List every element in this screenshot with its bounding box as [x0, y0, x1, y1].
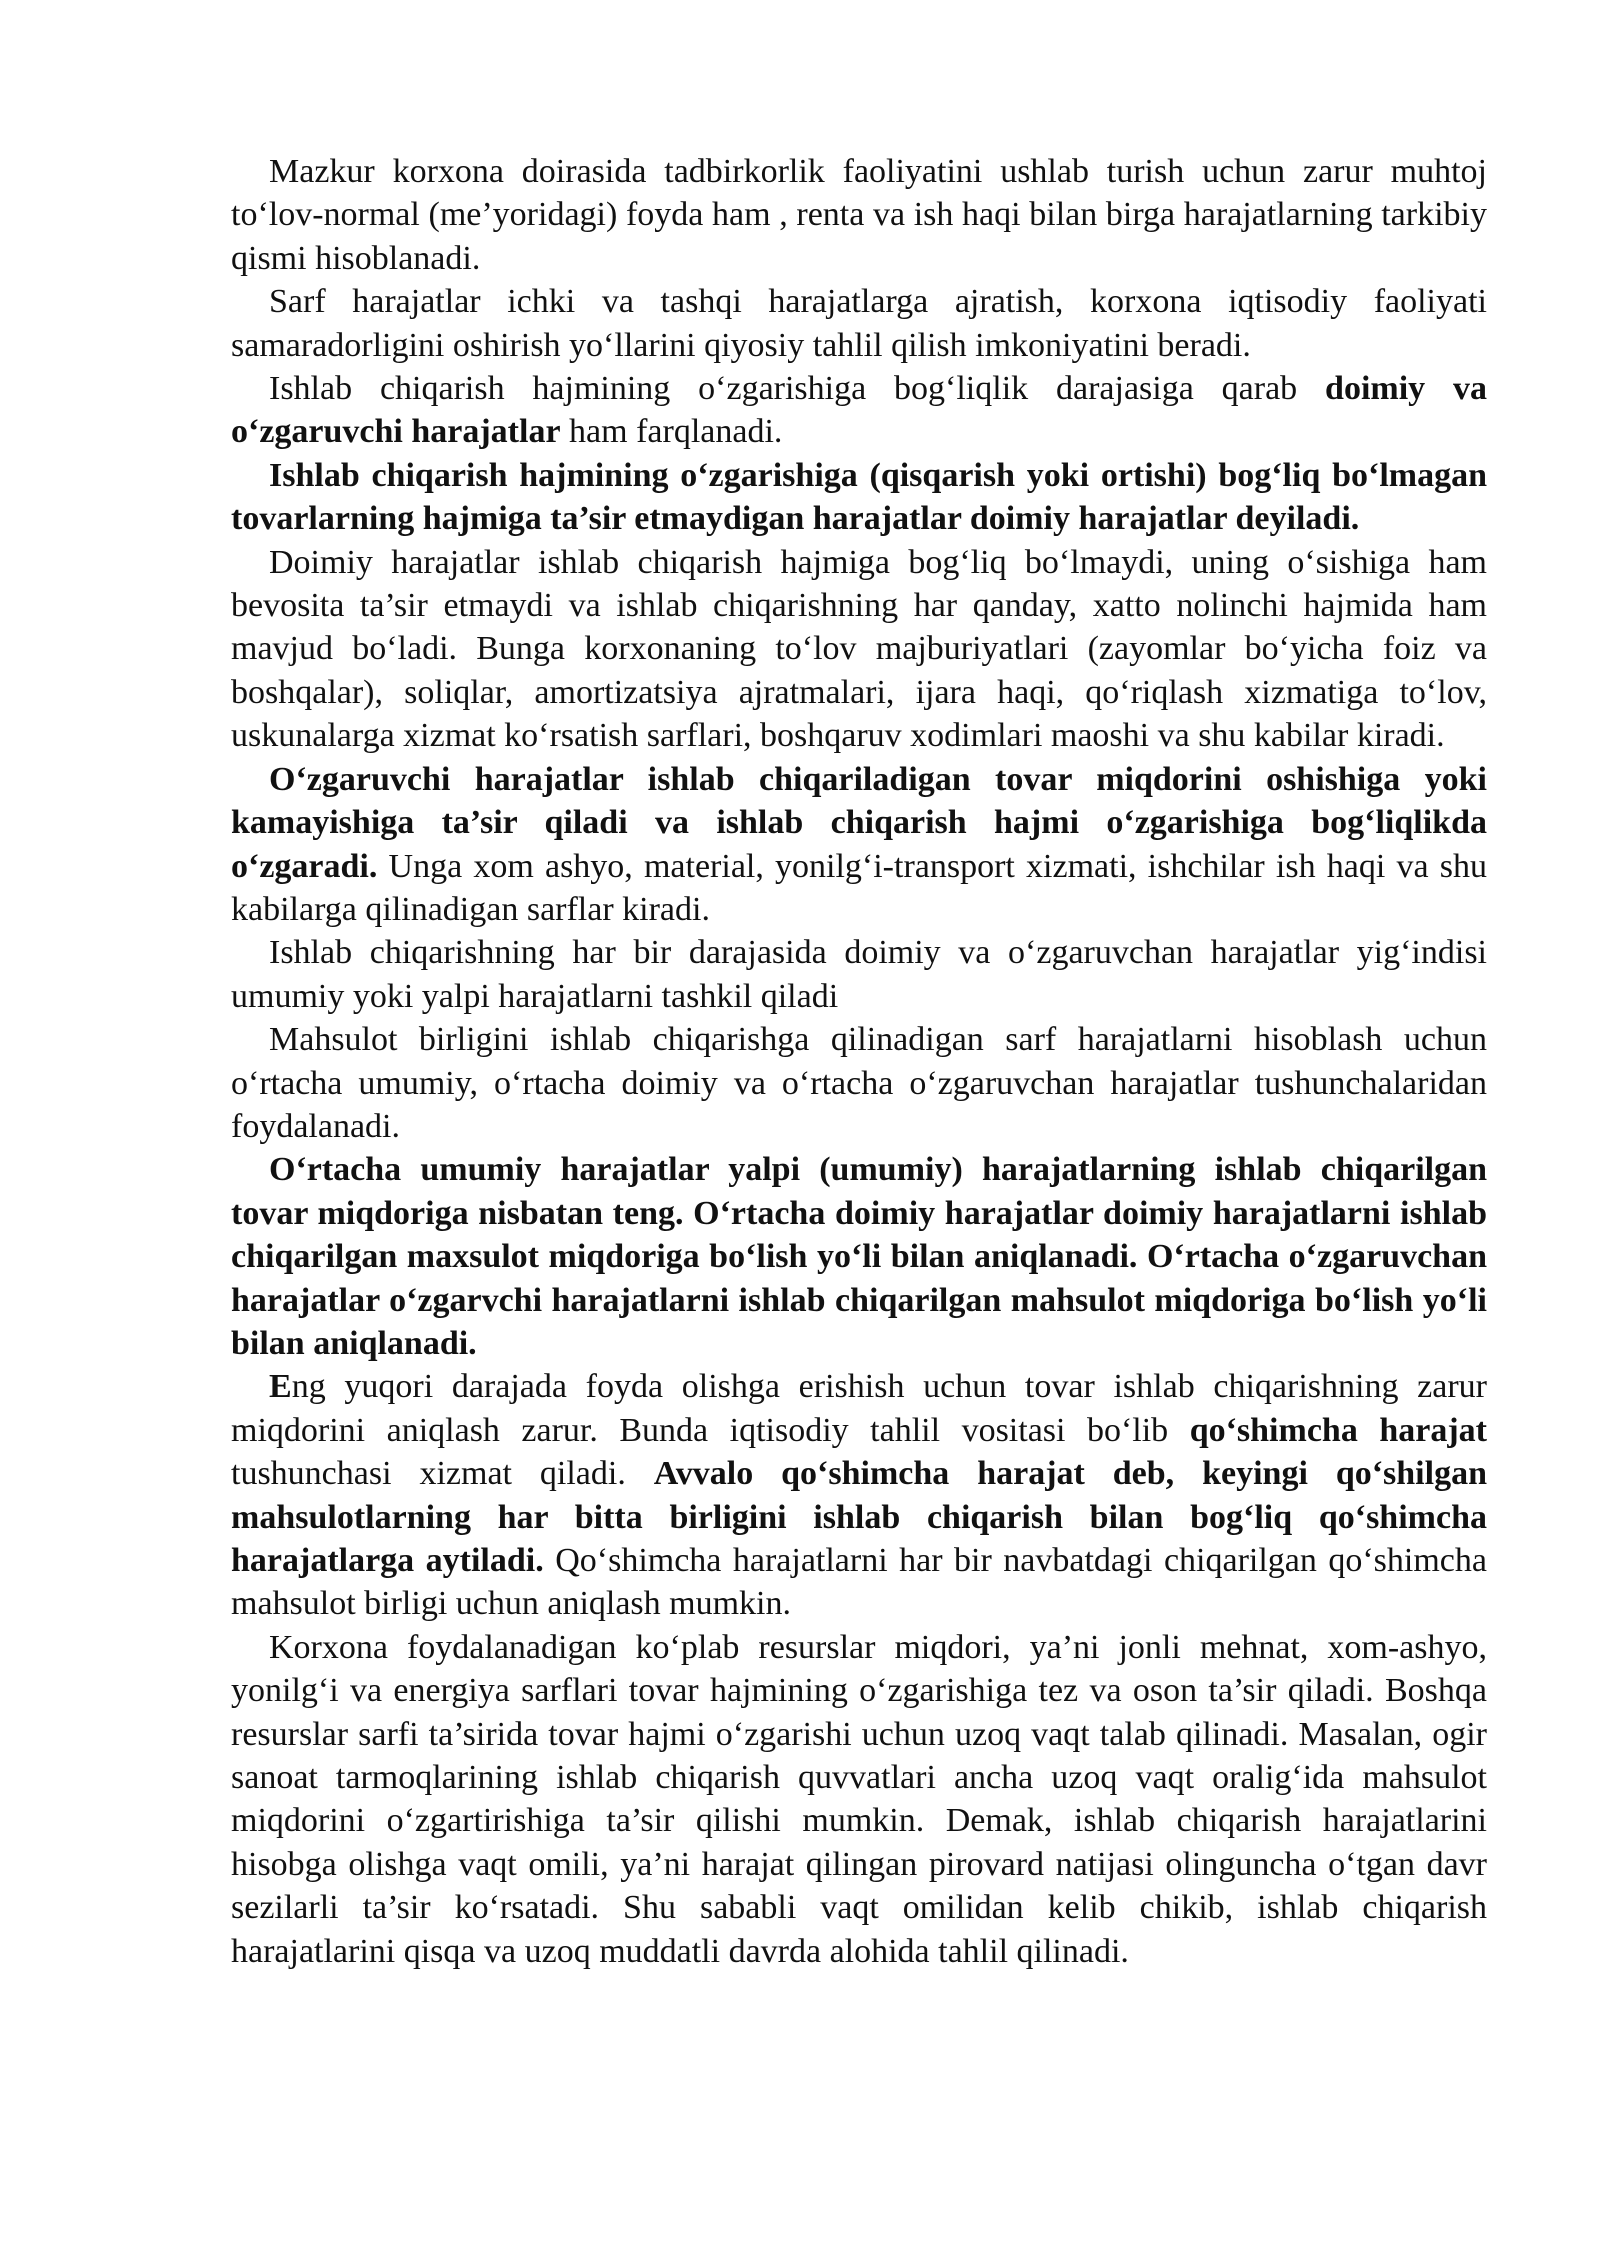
- bold-text: E: [269, 1368, 292, 1406]
- paragraph: [231, 931, 1487, 1018]
- body-text: Doimiy harajatlar ishlab chiqarish hajmiga bog‘liq bo‘lmaydi, uning o‘sishiga ham bevosita ta’sir etmaydi va ishlab chiqarishning har qanday, xatto nolinchi hajmida ham mavjud bo‘ladi. Bunga korxonaning to‘lov majburiyatlari (zayomlar bo‘yicha foiz va boshqalar), soliqlar, amortizatsiya ajratmalari, ijara haqi, qo‘riqlash xizmatiga to‘lov, uskunalarga xizmat ko‘rsatish sarflari, boshqaruv xodimlari maoshi va shu kabilar kiradi.: [231, 543, 1487, 755]
- body-text: Sarf harajatlar ichki va tashqi harajatlarga ajratish, korxona iqtisodiy faoliyati samaradorligini oshirish yo‘llarini qiyosiy tahlil qilish imkoniyatini beradi.: [231, 283, 1487, 364]
- body-text: Mazkur korxona doirasida tadbirkorlik faoliyatini ushlab turish uchun zarur muhtoj to‘lov-normal (me’yoridagi) foyda ham , renta va ish haqi bilan birga harajatlarning tarkibiy qismi hisoblanadi.: [231, 153, 1487, 277]
- body-text: Unga xom ashyo, material, yonilg‘i-transport xizmati, ishchilar ish haqi va shu kabilarga qilinadigan sarflar kiradi.: [231, 847, 1487, 928]
- bold-text: O‘rtacha umumiy harajatlar yalpi (umumiy) harajatlarning ishlab chiqarilgan tovar miqdoriga nisbatan teng. O‘rtacha doimiy harajatlar doimiy harajatlarni ishlab chiqarilgan maxsulot miqdoriga bo‘lish yo‘li bilan aniqlanadi. O‘rtacha o‘zgaruvchan harajatlar o‘zgarvchi harajatlarni ishlab chiqarilgan mahsulot miqdoriga bo‘lish yo‘li bilan aniqlanadi.: [231, 1151, 1487, 1362]
- body-text: ng yuqori darajada foyda olishga erishish uchun tovar ishlab chiqarishning zarur miqdorini aniqlash zarur. Bunda iqtisodiy tahlil vositasi bo‘lib: [231, 1368, 1487, 1449]
- document-body: [231, 150, 1487, 1973]
- bold-text: doimiy va o‘zgaruvchi harajatlar: [231, 370, 1488, 451]
- body-text: tushunchasi xizmat qiladi.: [231, 1455, 654, 1493]
- bold-text: Avvalo qo‘shimcha harajat deb, keyingi qo‘shilgan mahsulotlarning har bitta birligini ishlab chiqarish bilan bog‘liq qo‘shimcha harajatlarga aytiladi.: [231, 1455, 1487, 1579]
- paragraph: [231, 1626, 1487, 1973]
- paragraph: [231, 150, 1487, 280]
- paragraph: [231, 541, 1487, 758]
- paragraph: [231, 758, 1487, 932]
- paragraph: [231, 454, 1487, 541]
- bold-text: qo‘shimcha harajat: [1189, 1411, 1487, 1449]
- body-text: Ishlab chiqarishning har bir darajasida doimiy va o‘zgaruvchan harajatlar yig‘indisi umumiy yoki yalpi harajatlarni tashkil qiladi: [231, 934, 1487, 1015]
- paragraph: [231, 1148, 1487, 1365]
- body-text: Qo‘shimcha harajatlarni har bir navbatdagi chiqarilgan qo‘shimcha mahsulot birligi uchun aniqlash mumkin.: [231, 1542, 1487, 1623]
- body-text: Ishlab chiqarish hajmining o‘zgarishiga bog‘liqlik darajasiga qarab: [269, 370, 1326, 408]
- paragraph: [231, 367, 1487, 454]
- bold-text: O‘zgaruvchi harajatlar ishlab chiqariladigan tovar miqdorini oshishiga yoki kamayishiga ta’sir qiladi va ishlab chiqarish hajmi o‘zgarishiga bog‘liqlikda o‘zgaradi.: [231, 760, 1487, 885]
- paragraph: [231, 1018, 1487, 1148]
- paragraph: [231, 1365, 1487, 1625]
- body-text: Korxona foydalanadigan ko‘plab resurslar miqdori, ya’ni jonli mehnat, xom-ashyo, yonilg‘i va energiya sarflari tovar hajmining o‘zgarishiga tez va oson ta’sir qiladi. Boshqa resurslar sarfi ta’sirida tovar hajmi o‘zgarishi uchun uzoq vaqt talab qilinadi. Masalan, ogir sanoat tarmoqlarining ishlab chiqarish quvvatlari ancha uzoq vaqt oralig‘ida mahsulot miqdorini o‘zgartirishiga ta’sir qilishi mumkin. Demak, ishlab chiqarish harajatlarini hisobga olishga vaqt omili, ya’ni harajat qilingan pirovard natijasi olinguncha o‘tgan davr sezilarli ta’sir ko‘rsatadi. Shu sababli vaqt omilidan kelib chikib, ishlab chiqarish harajatlarini qisqa va uzoq muddatli davrda alohida tahlil qilinadi.: [231, 1628, 1487, 1970]
- body-text: Mahsulot birligini ishlab chiqarishga qilinadigan sarf harajatlarni hisoblash uchun o‘rtacha umumiy, o‘rtacha doimiy va o‘rtacha o‘zgaruvchan harajatlar tushunchalaridan foydalanadi.: [231, 1021, 1487, 1145]
- bold-text: Ishlab chiqarish hajmining o‘zgarishiga (qisqarish yoki ortishi) bog‘liq bo‘lmagan tovarlarning hajmiga ta’sir etmaydigan harajatlar doimiy harajatlar deyiladi.: [231, 456, 1487, 538]
- paragraph: [231, 280, 1487, 367]
- body-text: ham farqlanadi.: [560, 413, 783, 451]
